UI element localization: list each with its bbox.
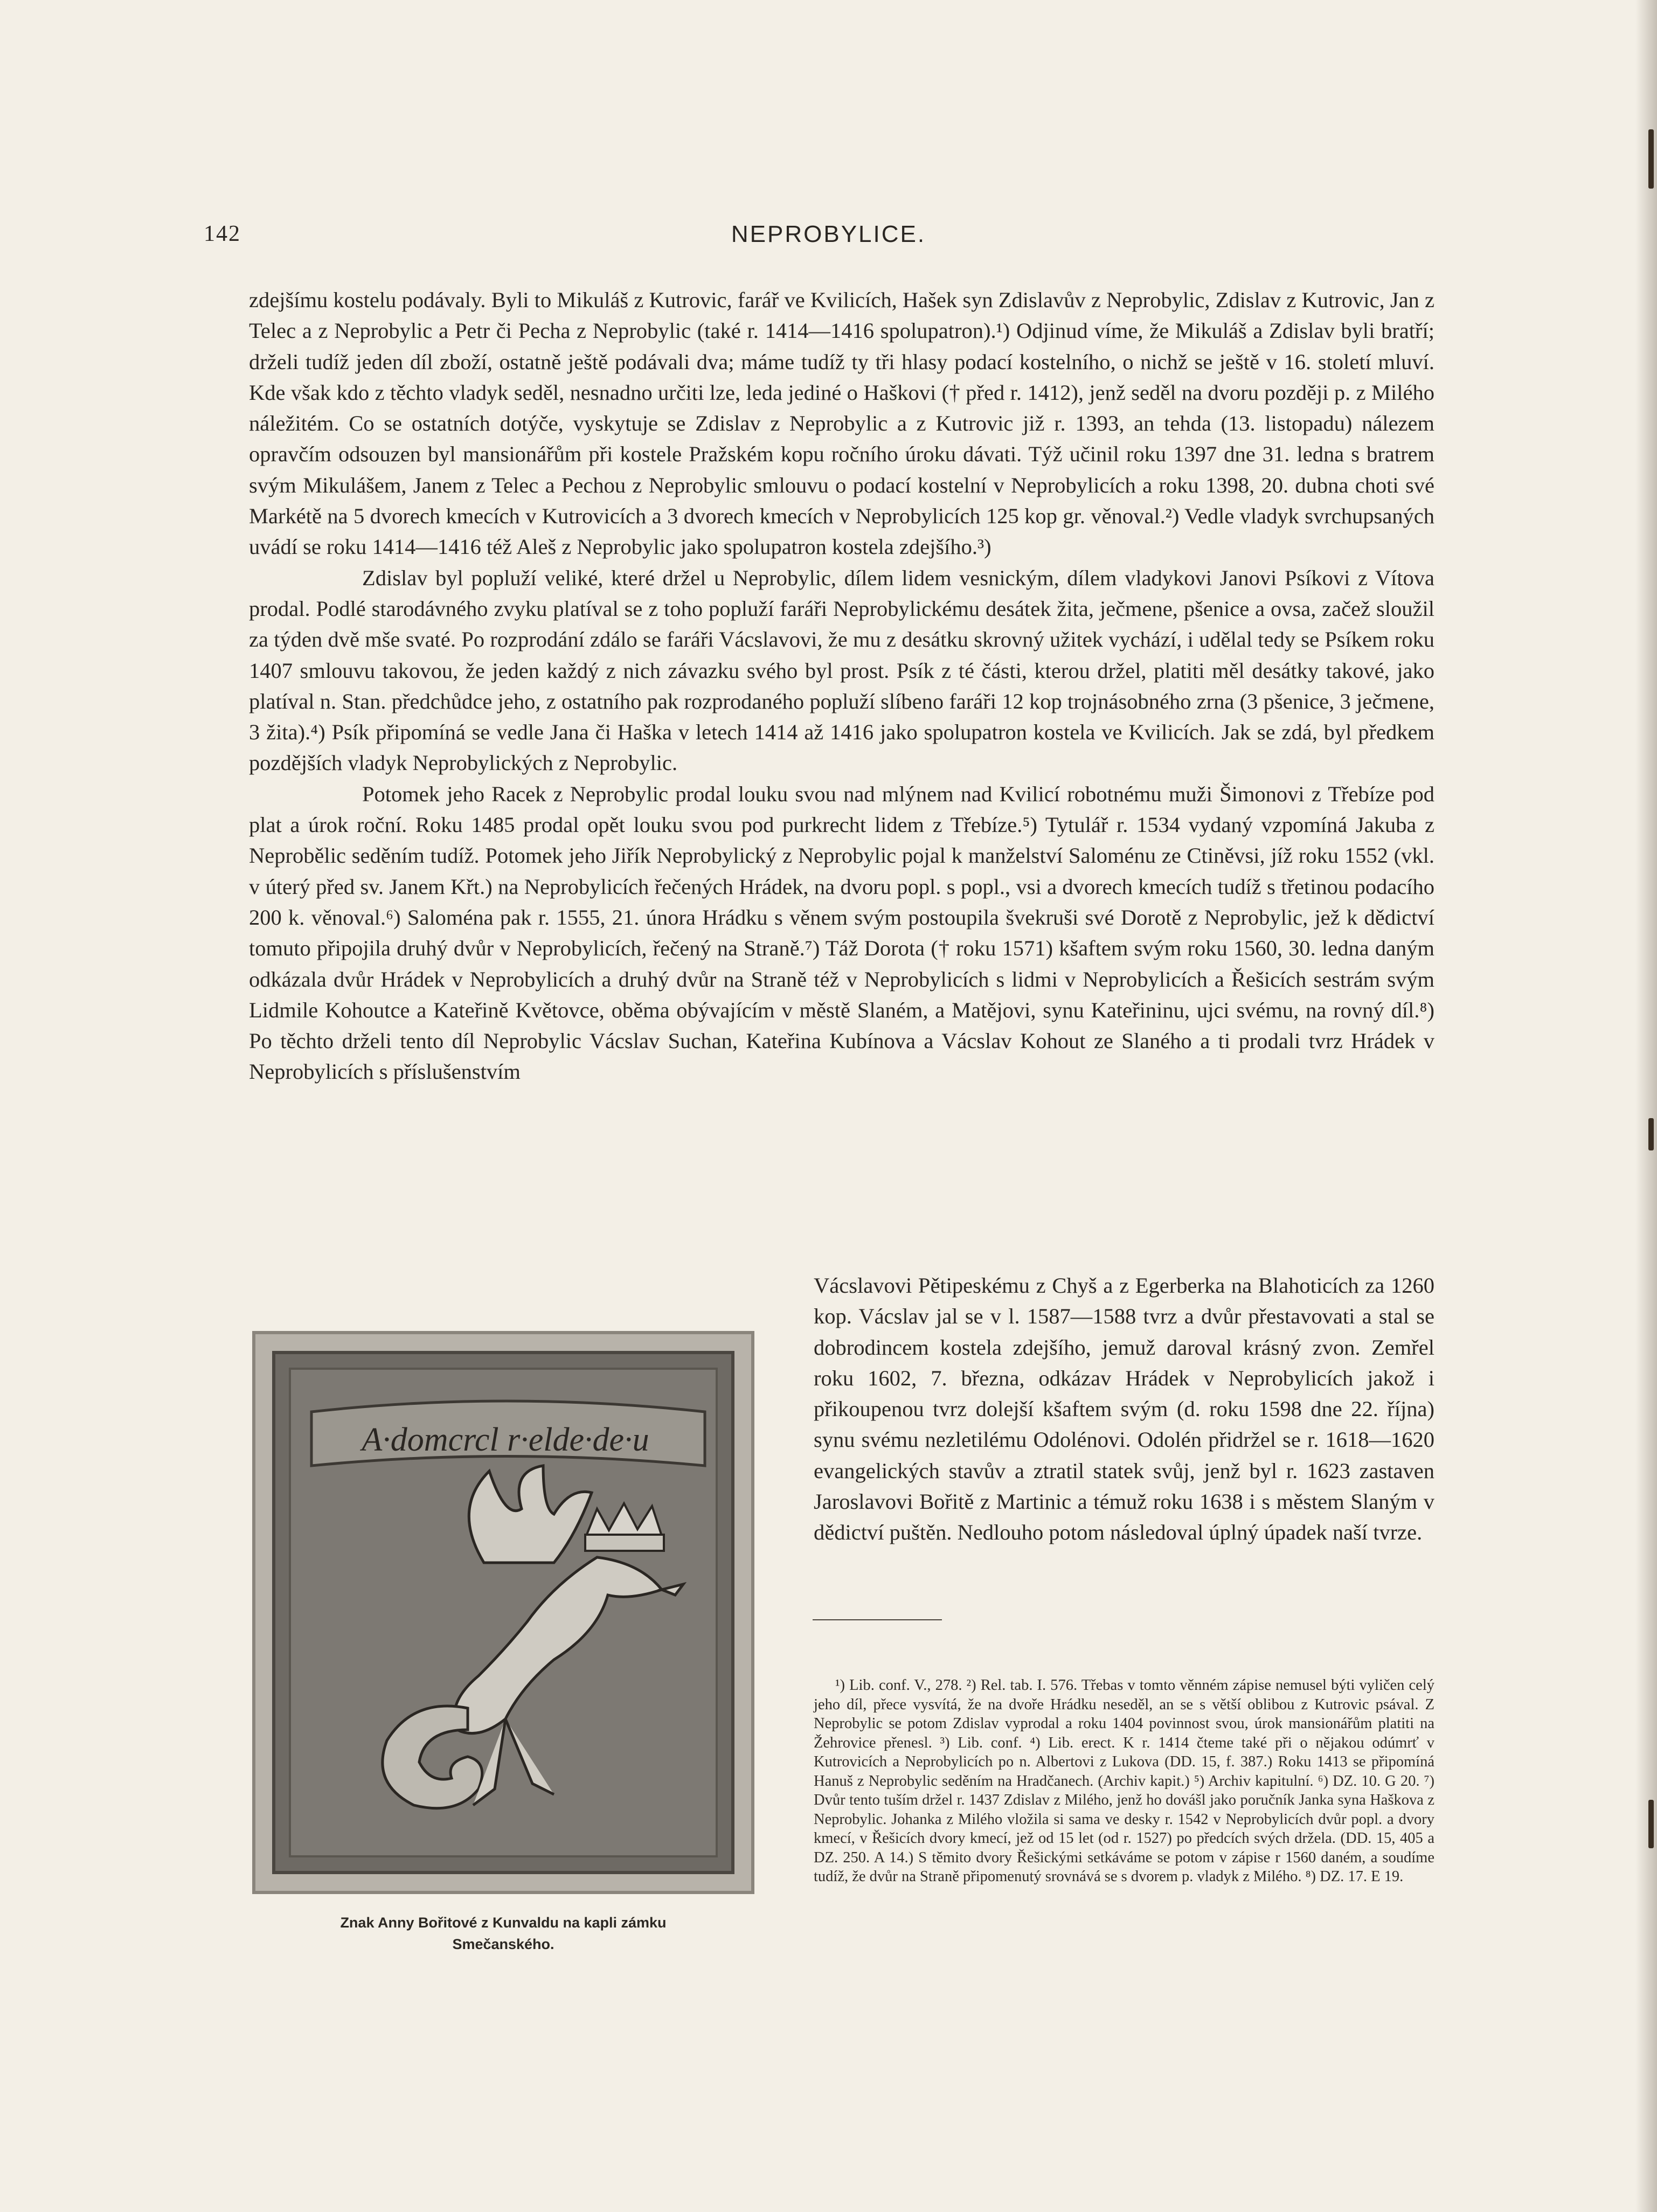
edge-mark (1648, 1800, 1654, 1848)
footnote-divider (813, 1619, 942, 1620)
page-edge-shadow (1635, 0, 1657, 2212)
paragraph-1: zdejšímu kostelu podávaly. Byli to Mikuláš z Kutrovic, farář ve Kvilicích, Hašek syn Zdislavův z Neprobylic, Zdislav z Kutrovic, Jan z Telec a z Neprobylic a Petr či Pecha z Neprobylic (také r. 1414—1416 spolupatron).¹) Odjinud víme, že Mikuláš a Zdislav byli bratří; drželi tudíž jeden díl zboží, ostatně ještě podávali dva; máme tudíž ty tři hlasy podací kostelního, o nichž se ještě v 16. století mluví. Kde však kdo z těchto vladyk seděl, nesnadno určiti lze, leda jediné o Haškovi († před r. 1412), jenž seděl na dvoru později p. z Milého náležitém. Co se ostatních dotýče, vyskytuje se Zdislav z Neprobylic a z Kutrovic již r. 1393, an tehda (13. listopadu) nálezem opravčím odsouzen byl mansionářům při kostele Pražském kopu ročního úroku dávati. Týž učinil roku 1397 dne 31. ledna s bratrem svým Mikulášem, Janem z Telec a Pechou z Neprobylic smlouvu o podací kostelní v Neprobylicích a roku 1398, 20. dubna choti své Markétě na 5 dvorech kmecích v Kutrovicích a 3 dvorech kmecích v Neprobylicích 125 kop gr. věnoval.²) Vedle vladyk svrchupsaných uvádí se roku 1414—1416 též Aleš z Neprobylic jako spolupatron kostela zdejšího.³) (249, 288, 1434, 559)
paragraph-2: Zdislav byl popluží veliké, které držel u Neprobylic, dílem lidem vesnickým, dílem vladykovi Janovi Psíkovi z Vítova prodal. Podlé starodávného zvyku platíval se z toho popluží faráři Neprobylickému desátek žita, ječmene, pšenice a ovsa, začež sloužil za týden dvě mše svaté. Po rozprodání zdálo se faráři Vácslavovi, že mu z desátku skrovný užitek vychází, i udělal tedy se Psíkem roku 1407 smlouvu takovou, že jeden každý z nich závazku svého byl prost. Psík z té části, kterou držel, platiti měl desátky takové, jako platíval n. Stan. předchůdce jeho, z ostatního pak rozprodaného popluží slíbeno faráři 12 kop trojnásobného zrna (3 pšenice, 3 ječmene, 3 žita).⁴) Psík připomíná se vedle Jana či Haška v letech 1414 až 1416 jako spolupatron kostela ve Kvilicích. Jak se zdá, byl předkem pozdějších vladyk Neprobylických z Neprobylic. (249, 565, 1434, 775)
running-title: NEPROBYLICE. (731, 221, 926, 247)
coat-of-arms-illustration (252, 1331, 754, 1894)
wrapped-text-column (814, 1270, 1434, 1548)
paragraph-3: Potomek jeho Racek z Neprobylic prodal louku svou nad mlýnem nad Kvilicí robotnému muži Šimonovi z Třebíze pod plat a úrok roční. Roku 1485 prodal opět louku svou pod purkrecht lidem z Třebíze.⁵) Tytulář r. 1534 vydaný vzpomíná Jakuba z Neprobělic seděním tudíž. Potomek jeho Jiřík Neprobylický z Neprobylic pojal k manželství Saloménu ze Ctiněvsi, jíž roku 1552 (vkl. v úterý před sv. Janem Křt.) na Neprobylicích řečených Hrádek, na dvoru popl. s popl., vsi a dvorech kmecích tudíž s třetinou podacího 200 k. věnoval.⁶) Saloména pak r. 1555, 21. února Hrádku s věnem svým postoupila švekruši své Dorotě z Neprobylic, jež k dědictví tomuto připojila druhý dvůr v Neprobylicích, řečený na Straně.⁷) Táž Dorota († roku 1571) kšaftem svým roku 1560, 30. ledna daným odkázala dvůr Hrádek v Neprobylicích a druhý dvůr na Straně též v Neprobylicích s lidmi v Neprobylicích a Řešicích sestrám svým Lidmile Kohoutce a Kateřině Květovce, oběma obývajícím v městě Slaném, a Matějovi, synu Kateřininu, ujci svému, na rovný díl.⁸) Po těchto drželi tento díl Neprobylic Vácslav Suchan, Kateřina Kubínova a Vácslav Kohout ze Slaného a ti prodali tvrz Hrádek v Neprobylicích s příslušenstvím (249, 781, 1434, 1084)
caption-line-1: Znak Anny Bořitové z Kunvaldu na kapli zámku (340, 1915, 667, 1931)
edge-mark (1648, 129, 1654, 189)
figure-caption (252, 1912, 754, 1955)
main-text (249, 285, 1434, 1087)
caption-line-2: Smečanského. (452, 1936, 554, 1952)
coat-of-arms-figure (252, 1331, 754, 1894)
edge-mark (1648, 1118, 1654, 1150)
page-number: 142 (204, 221, 241, 246)
paragraph-3-continued: Vácslavovi Pětipeskému z Chyš a z Egerberka na Blahoticích za 1260 kop. Vácslav jal se v l. 1587—1588 tvrz a dvůr přestavovati a stal se dobrodincem kostela zdejšího, jemuž daroval krásný zvon. Zemřel roku 1602, 7. března, odkázav Hrádek v Neprobylicích jakož i přikoupenou tvrz dolejší kšaftem svým (d. roku 1598 dne 22. října) synu svému nezletilému Odolénovi. Odolén přidržel se r. 1618—1620 evangelických stavův a ztratil statek svůj, jenž byl r. 1623 zastaven Jaroslavovi Bořitě z Martinic a témuž roku 1638 i s městem Slaným v dědictví puštěn. Nedlouho potom následoval úplný úpadek naší tvrze. (814, 1273, 1434, 1545)
footnote-text: ¹) Lib. conf. V., 278. ²) Rel. tab. I. 576. Třebas v tomto věnném zápise nemusel býti vyličen celý jeho díl, přece vysvítá, že na dvoře Hrádku neseděl, an se s větší oblibou z Kutrovic psával. Z Neprobylic se potom Zdislav vyprodal a roku 1404 povinnost svou, úrok mansionářům platiti na Žehrovice přenesl. ³) Lib. conf. ⁴) Lib. erect. K r. 1414 čteme také při o nějakou odúmrť v Kutrovicích a Neprobylicích po n. Albertovi z Lukova (DD. 15, f. 387.) Roku 1413 se připomíná Hanuš z Neprobylic seděním na Hradčanech. (Archiv kapit.) ⁵) Archiv kapitulní. ⁶) DZ. 10. G 20. ⁷) Dvůr tento tuším držel r. 1437 Zdislav z Milého, jenž ho dovášl jako poručník Janka syna Haškova z Neprobylic. Johanka z Milého vložila si sama ve desky r. 1542 v Neprobylicích dvůr popl. a dvory kmecí, v Řešicích dvory kmecí, jež od 15 let (od r. 1527) po předcích svých držela. (DD. 15, 405 a DZ. 250. A 14.) S těmito dvory Řešickými setkáváme se potom v zápise r 1560 daném, a soudíme tudíž, že dvůr na Straně připomenutý srovnává se s dvorem p. vladyk z Milého. ⁸) DZ. 17. E 19. (814, 1677, 1434, 1885)
banner-text: A·domcrcl r·elde·de·u (362, 1421, 649, 1458)
page-header (0, 221, 1657, 259)
footnotes (814, 1676, 1434, 1887)
crown-icon (585, 1503, 664, 1551)
